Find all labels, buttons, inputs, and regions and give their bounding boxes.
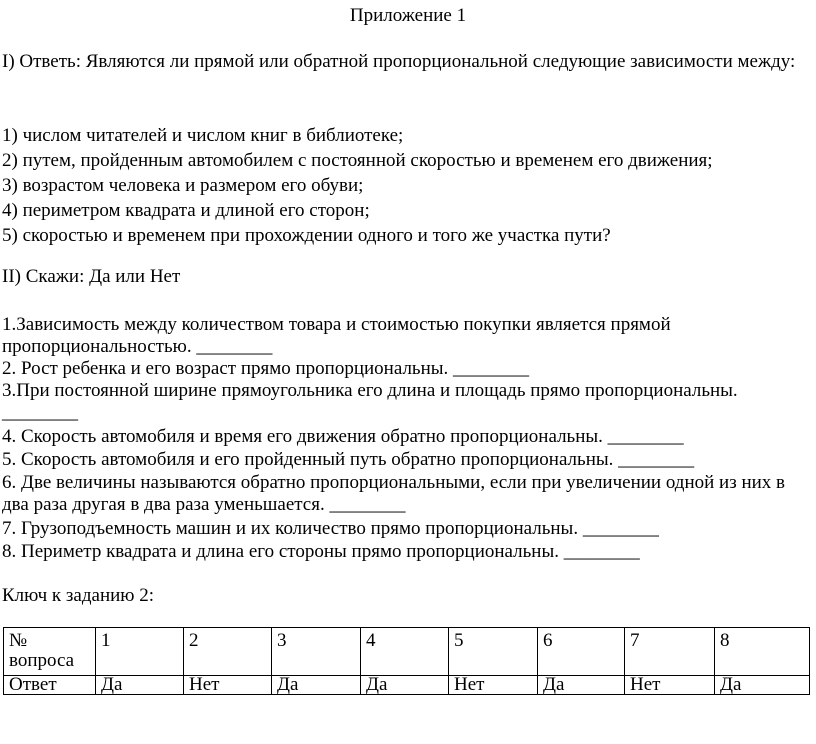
- table-cell: Да: [96, 676, 184, 695]
- section1-item: 3) возрастом человека и размером его обуви;: [2, 175, 364, 196]
- table-cell: 5: [449, 628, 538, 676]
- section2-item: 8. Периметр квадрата и длина его стороны прямо пропорциональны. ________: [2, 541, 640, 562]
- table-cell: Да: [715, 676, 810, 695]
- section2-item: 6. Две величины называются обратно пропорциональными, если при увеличении одной из них в два раза другая в два раза уменьшается. ________: [2, 472, 786, 515]
- section1-item: 4) периметром квадрата и длиной его сторон;: [2, 200, 370, 221]
- page-title: Приложение 1: [349, 5, 467, 26]
- section2-item: 1.Зависимость между количеством товара и стоимостью покупки является прямой пропорциональностью. ________: [2, 314, 671, 357]
- table-cell: 2: [184, 628, 272, 676]
- table-row: [4, 628, 810, 676]
- table-cell: Да: [272, 676, 361, 695]
- table-row: [4, 676, 810, 695]
- table-header-cell: Ответ: [4, 676, 96, 695]
- table-cell: 6: [538, 628, 625, 676]
- section2-item: 3.При постоянной ширине прямоугольника его длина и площадь прямо пропорциональны. ________: [2, 380, 738, 423]
- table-cell: Нет: [184, 676, 272, 695]
- section2-item: 4. Скорость автомобиля и время его движения обратно пропорциональны. ________: [2, 426, 684, 447]
- section2-item: 2. Рост ребенка и его возраст прямо пропорциональны. ________: [2, 358, 530, 379]
- table-cell: 8: [715, 628, 810, 676]
- table-cell: Нет: [449, 676, 538, 695]
- key-heading: Ключ к заданию 2:: [2, 585, 155, 606]
- table-cell: 7: [625, 628, 715, 676]
- answer-key-table: [3, 627, 810, 695]
- section2-item: 5. Скорость автомобиля и его пройденный путь обратно пропорциональны. ________: [2, 449, 695, 470]
- table-cell: Да: [538, 676, 625, 695]
- section1-item: 2) путем, пройденным автомобилем с постоянной скоростью и временем его движения;: [2, 150, 713, 171]
- table-cell: Да: [361, 676, 449, 695]
- section1-item: 5) скоростью и временем при прохождении одного и того же участка пути?: [2, 225, 611, 246]
- table-cell: 1: [96, 628, 184, 676]
- table-cell: 4: [361, 628, 449, 676]
- table-header-cell: № вопроса: [4, 628, 96, 676]
- section2-item: 7. Грузоподъемность машин и их количество прямо пропорциональны. ________: [2, 518, 659, 539]
- section1-item: 1) числом читателей и числом книг в библиотеке;: [2, 125, 404, 146]
- table-cell: 3: [272, 628, 361, 676]
- section1-heading: I) Ответь: Являются ли прямой или обратной пропорциональной следующие зависимости между:: [2, 51, 796, 72]
- section1-list: [2, 125, 814, 250]
- section2-heading: II) Скажи: Да или Нет: [2, 266, 181, 287]
- table-cell: Нет: [625, 676, 715, 695]
